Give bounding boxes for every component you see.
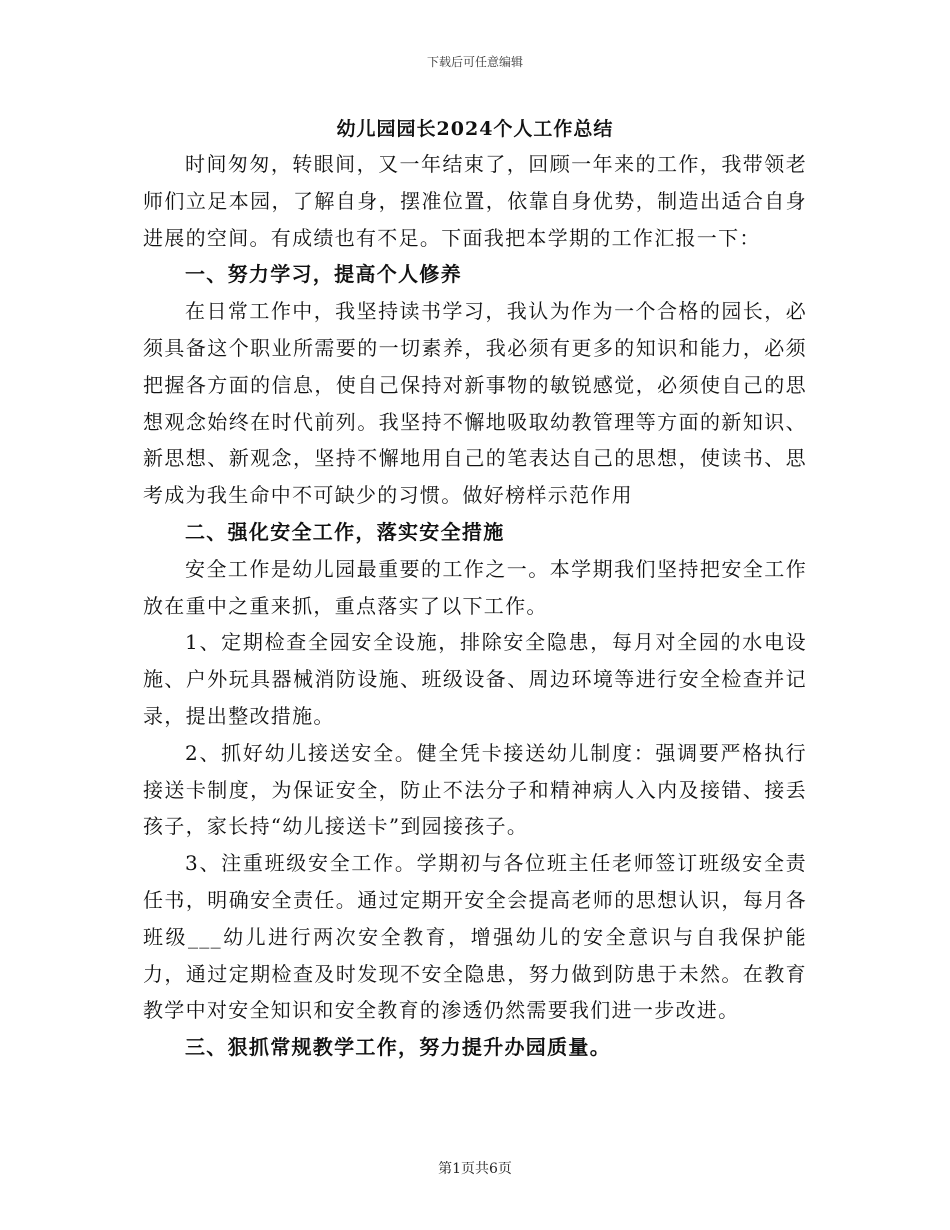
document-body: [143, 146, 807, 1066]
section-1-heading: 一、努力学习，提高个人修养: [185, 262, 462, 287]
section-2-paragraph: 安全工作是幼儿园最重要的工作之一。本学期我们坚持把安全工作放在重中之重来抓，重点落实了以下工作。: [143, 556, 807, 618]
document-title: 幼儿园园长2024个人工作总结: [336, 118, 614, 140]
section-2-item-3: 3、注重班级安全工作。学期初与各位班主任老师签订班级安全责任书，明确安全责任。通过定期开安全会提高老师的思想认识，每月各班级___幼儿进行两次安全教育，增强幼儿的安全意识与自我保护能力，通过定期检查及时发现不安全隐患，努力做到防患于未然。在教育教学中对安全知识和安全教育的渗透仍然需要我们进一步改进。: [143, 851, 807, 1023]
page-number: 第1页共6页: [438, 1161, 512, 1177]
section-2-item-2: 2、抓好幼儿接送安全。健全凭卡接送幼儿制度：强调要严格执行接送卡制度，为保证安全，防止不法分子和精神病人入内及接错、接丢孩子，家长持“幼儿接送卡”到园接孩子。: [143, 740, 807, 839]
section-3-heading: 三、狠抓常规教学工作，努力提升办园质量。: [185, 1035, 611, 1060]
section-1-paragraph: 在日常工作中，我坚持读书学习，我认为作为一个合格的园长，必须具备这个职业所需要的一切素养，我必须有更多的知识和能力，必须把握各方面的信息，使自己保持对新事物的敏锐感觉，必须使自己的思想观念始终在时代前列。我坚持不懈地吸取幼教管理等方面的新知识、新思想、新观念，坚持不懈地用自己的笔表达自己的思想，使读书、思考成为我生命中不可缺少的习惯。做好榜样示范作用: [143, 299, 807, 508]
download-note: 下载后可任意编辑: [426, 55, 523, 69]
section-2-item-1: 1、定期检查全园安全设施，排除安全隐患，每月对全园的水电设施、户外玩具器械消防设施、班级设备、周边环境等进行安全检查并记录，提出整改措施。: [143, 630, 807, 728]
intro-paragraph: 时间匆匆，转眼间，又一年结束了，回顾一年来的工作，我带领老师们立足本园，了解自身，摆准位置，依靠自身优势，制造出适合自身进展的空间。有成绩也有不足。下面我把本学期的工作汇报一下：: [143, 152, 807, 250]
section-2-heading: 二、强化安全工作，落实安全措施: [185, 519, 505, 544]
